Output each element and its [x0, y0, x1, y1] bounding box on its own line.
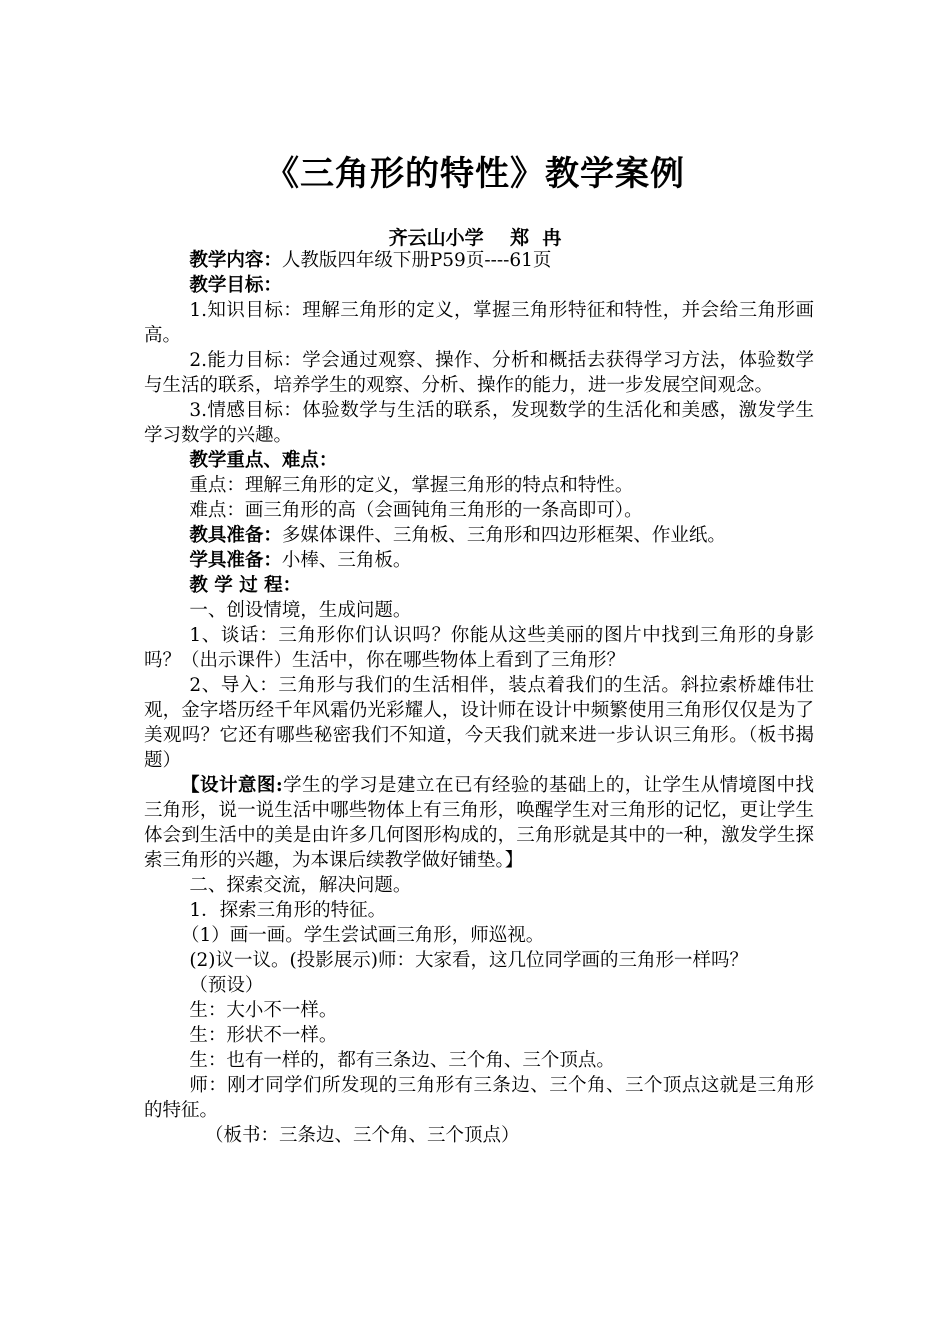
intro-paragraph: 2、导入：三角形与我们的生活相伴，装点着我们的生活。斜拉索桥雄伟壮观，金字塔历经千年风霜仍光彩耀人，设计师在设计中频繁使用三角形仅仅是为了美观吗？它还有哪些秘密我们不知道，今天我们就来进一步认识三角形。（板书揭题） — [144, 675, 814, 771]
process-label: 教 学 过 程： — [189, 575, 302, 596]
section-heading: 二、探索交流，解决问题。 — [189, 875, 412, 896]
section-heading: 一、创设情境，生成问题。 — [189, 600, 412, 621]
board-note: （板书：三条边、三个角、三个顶点） — [205, 1125, 520, 1146]
design-intent-label: 【设计意图: — [181, 775, 283, 796]
student-tools-label: 学具准备： — [189, 550, 282, 571]
goals-heading — [144, 273, 814, 298]
process-heading — [144, 573, 814, 598]
design-intent-text: 学生的学习是建立在已有经验的基础上的，让学生从情境图中找三角形，说一说生活中哪些物体上有三角形，唤醒学生对三角形的记忆，更让学生体会到生活中的美是由许多几何图形构成的，三角形就是其中的一种，激发学生探索三角形的兴趣，为本课后续教学做好铺垫。】 — [144, 775, 814, 871]
preset-paragraph: （预设） — [189, 975, 264, 996]
student-tools-text: 小棒、三角板。 — [281, 550, 412, 571]
goal-item: 2.能力目标：学会通过观察、操作、分析和概括去获得学习方法，体验数学与生活的联系，培养学生的观察、分析、操作的能力，进一步发展空间观念。 — [144, 350, 814, 396]
goals-label: 教学目标： — [189, 275, 282, 296]
author-line: 齐云山小学 郑 冉 — [388, 227, 562, 249]
talk-paragraph: 1、谈话：三角形你们认识吗？你能从这些美丽的图片中找到三角形的身影吗？（出示课件）生活中，你在哪些物体上看到了三角形？ — [144, 625, 814, 671]
document-title: 《三角形的特性》教学案例 — [265, 154, 685, 194]
student-tools-paragraph — [144, 548, 814, 573]
explore-paragraph: 1．探索三角形的特征。 — [189, 900, 387, 921]
draw-paragraph: （1）画一画。学生尝试画三角形，师巡视。 — [181, 925, 545, 946]
key-points-heading — [144, 448, 814, 473]
content-text: 人教版四年级下册P59页----61页 — [281, 250, 552, 271]
student-answer: 生：也有一样的，都有三条边、三个角、三个顶点。 — [189, 1050, 615, 1071]
teacher-tools-label: 教具准备： — [189, 525, 282, 546]
content-paragraph — [144, 248, 814, 273]
goal-item: 3.情感目标：体验数学与生活的联系，发现数学的生活化和美感，激发学生学习数学的兴趣。 — [144, 400, 814, 446]
design-intent-paragraph — [144, 773, 814, 873]
teacher-tools-text: 多媒体课件、三角板、三角形和四边形框架、作业纸。 — [281, 525, 726, 546]
student-answer: 生：形状不一样。 — [189, 1025, 338, 1046]
document-body — [144, 248, 814, 1148]
goal-item: 1.知识目标：理解三角形的定义，掌握三角形特征和特性，并会给三角形画高。 — [144, 300, 814, 346]
teacher-summary: 师：刚才同学们所发现的三角形有三条边、三个角、三个顶点这就是三角形的特征。 — [144, 1075, 814, 1121]
content-label: 教学内容： — [189, 250, 282, 271]
difficult-point: 难点：画三角形的高（会画钝角三角形的一条高即可）。 — [189, 500, 643, 521]
student-answer: 生：大小不一样。 — [189, 1000, 338, 1021]
teacher-tools-paragraph — [144, 523, 814, 548]
key-point: 重点：理解三角形的定义，掌握三角形的特点和特性。 — [189, 475, 634, 496]
discuss-paragraph: (2)议一议。(投影展示)师：大家看，这几位同学画的三角形一样吗？ — [189, 950, 748, 971]
key-points-label: 教学重点、难点： — [189, 450, 338, 471]
